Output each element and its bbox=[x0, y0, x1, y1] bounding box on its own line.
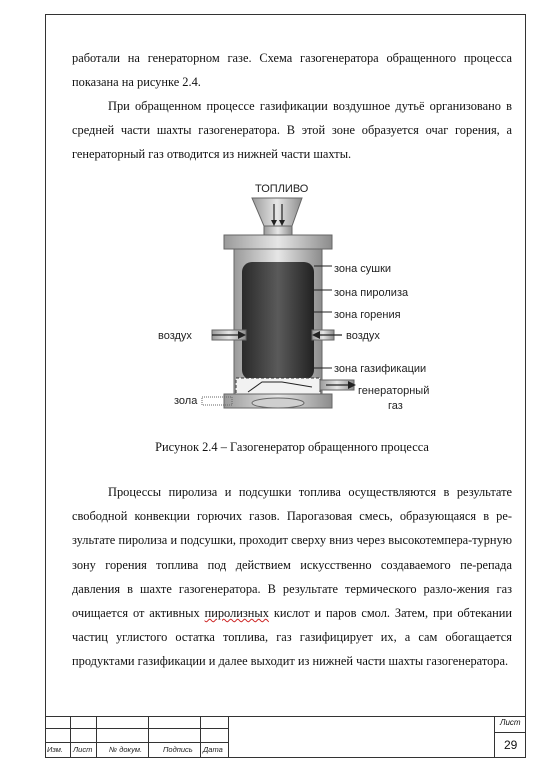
ash-grate bbox=[252, 398, 304, 408]
gen-gas-label-1: генераторный bbox=[358, 385, 430, 397]
stamp-sign: Подпись bbox=[163, 745, 193, 754]
pyrolysis-zone-label: зона пиролиза bbox=[334, 287, 409, 299]
paragraph-3-text bbox=[72, 480, 512, 674]
sheet-label: Лист bbox=[500, 718, 521, 727]
top-flange bbox=[224, 235, 332, 249]
paragraph-3-part-a: Процессы пиролиза и подсушки топлива осуществляются в результате свободной конвекции горючих газов. Парогазовая смесь, образующаяся в ре-зультате пиролиза и подсушки, проходит сверху вниз через высокотемпера-турную зону горения топлива под действием искусственно создаваемого пе-репада давления в шахте газогенератора. В результате термического разло-жения газ очищается от активных bbox=[72, 485, 512, 621]
paragraph-3-misspelled-word: пиролизных bbox=[204, 606, 269, 621]
stamp-izm: Изм. bbox=[47, 745, 63, 754]
air-left-label: воздух bbox=[158, 330, 192, 342]
figure-caption: Рисунок 2.4 – Газогенератор обращенного процесса bbox=[155, 440, 429, 454]
stamp-doc: № докум. bbox=[109, 745, 143, 754]
fuel-hopper bbox=[252, 198, 302, 226]
paragraph-1 bbox=[72, 46, 512, 94]
fuel-bed bbox=[242, 262, 314, 380]
drying-zone-label: зона сушки bbox=[334, 263, 392, 275]
gasification-zone-label: зона газификации bbox=[334, 363, 427, 375]
gen-gas-label-2: газ bbox=[388, 400, 403, 412]
air-right-label: воздух bbox=[346, 330, 380, 342]
paragraph-2 bbox=[72, 94, 512, 167]
combustion-zone-label: зона горения bbox=[334, 309, 401, 321]
paragraph-1-text: работали на генераторном газе. Схема газогенератора обращенного процесса показана на рисунке 2.4. bbox=[72, 51, 512, 90]
title-block bbox=[45, 716, 526, 758]
ash-label: зола bbox=[174, 395, 198, 407]
paragraph-3 bbox=[72, 480, 512, 674]
gasifier-diagram bbox=[152, 180, 444, 425]
stamp-list: Лист bbox=[73, 745, 93, 754]
fuel-label: ТОПЛИВО bbox=[255, 183, 309, 195]
stamp-date: Дата bbox=[203, 745, 223, 754]
paragraph-2-text: При обращенном процессе газификации воздушное дутьё организовано в средней части шахты газогенератора. В этой зоне образуется очаг горения, а генераторный газ отводится из нижней части шахты. bbox=[72, 99, 512, 162]
page-number: 29 bbox=[504, 738, 518, 752]
paragraph-3-part-c: кислот и паров смол. Затем, при обтекании частиц углистого остатка топлива, газ газифицирует их, а сам обогащается продуктами газификации и далее выходит из нижней части шахты газогенератора. bbox=[72, 606, 512, 669]
